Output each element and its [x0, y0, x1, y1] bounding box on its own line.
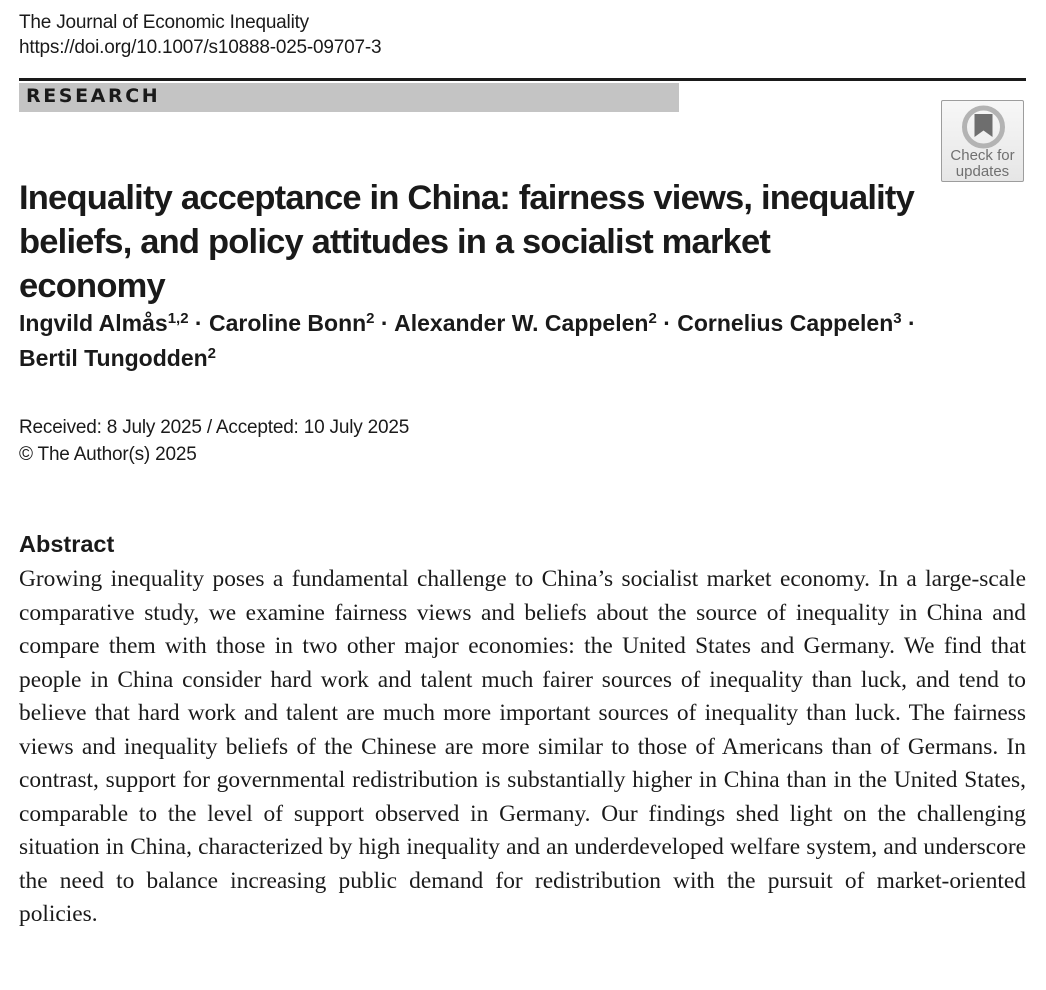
author-name: Bertil Tungodden [19, 345, 208, 371]
author-separator: · [188, 310, 209, 336]
author-name: Cornelius Cappelen [677, 310, 894, 336]
check-for-updates-badge[interactable] [941, 100, 1024, 182]
author-separator: · [656, 310, 678, 336]
article-title: Inequality acceptance in China: fairness views, inequality beliefs, and policy attitudes in a socialist market economy [19, 179, 914, 305]
author-name: Alexander W. Cappelen [394, 310, 649, 336]
received-accepted: Received: 8 July 2025 / Accepted: 10 July 2025 [19, 417, 410, 438]
journal-name: The Journal of Economic Inequality [19, 12, 309, 33]
check-for-updates-icon [961, 105, 1006, 149]
author-name: Caroline Bonn [209, 310, 367, 336]
author-affiliation: 3 [893, 310, 902, 327]
section-band [19, 83, 679, 112]
doi-link[interactable]: https://doi.org/10.1007/s10888-025-09707-3 [19, 37, 382, 58]
copyright-notice: © The Author(s) 2025 [19, 444, 197, 465]
author-affiliation: 2 [648, 310, 657, 327]
abstract-text: Growing inequality poses a fundamental challenge to China’s socialist market economy. In a large-scale comparative study, we examine fairness views and beliefs about the source of inequality in China and compare them with those in two other major economies: the United States and Germany. We find that people in China consider hard work and talent much fairer sources of inequality than luck, and tend to believe that hard work and talent are much more important sources of inequality than luck. The fairness views and inequality beliefs of the Chinese are more similar to those of Americans than of Germans. In contrast, support for governmental redistribution is substantially higher in China than in the United States, comparable to the level of support observed in Germany. Our findings shed light on the challenging situation in China, characterized by high inequality and an underdeveloped welfare system, and underscore the need to balance increasing public demand for redistribution with the pursuit of market-oriented policies. [19, 566, 1026, 927]
author-name: Ingvild Almås [19, 310, 168, 336]
section-label: RESEARCH [26, 85, 161, 107]
author-affiliation: 1,2 [167, 310, 189, 327]
journal-header [19, 10, 381, 60]
author-separator: · [374, 310, 395, 336]
abstract-heading: Abstract [19, 531, 115, 557]
author-affiliation: 2 [366, 310, 375, 327]
header-rule [19, 78, 1026, 81]
check-for-label: Check for [950, 147, 1015, 164]
publication-dates [19, 414, 409, 468]
author-separator: · [901, 310, 916, 336]
updates-label: updates [955, 163, 1010, 180]
author-list [19, 306, 1029, 376]
author-affiliation: 2 [207, 345, 217, 362]
